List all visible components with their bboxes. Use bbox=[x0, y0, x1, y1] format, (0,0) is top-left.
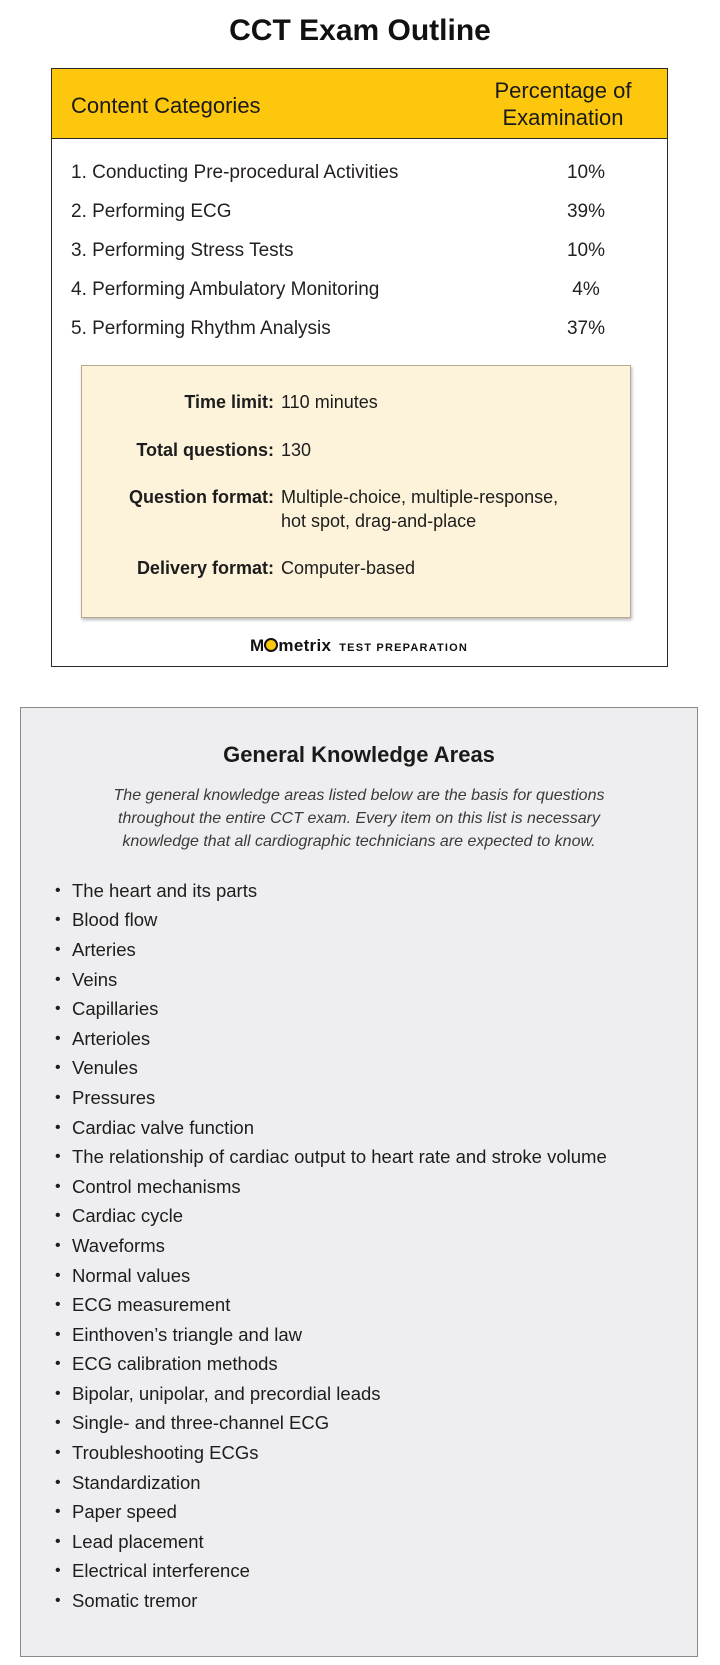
list-item-label: Venules bbox=[72, 1057, 138, 1079]
knowledge-title: General Knowledge Areas bbox=[223, 742, 495, 767]
list-item-label: Blood flow bbox=[72, 909, 158, 931]
list-item bbox=[55, 1497, 685, 1527]
list-item-label: Arterioles bbox=[72, 1027, 151, 1049]
bullet-icon: • bbox=[55, 940, 61, 958]
knowledge-areas-card bbox=[20, 707, 698, 1657]
brand-name-prefix: M bbox=[249, 636, 265, 655]
knowledge-intro-line2: throughout the entire CCT exam. Every item on this list is necessary bbox=[118, 810, 600, 827]
bullet-icon: • bbox=[55, 881, 61, 899]
bullet-icon: • bbox=[55, 1236, 61, 1254]
list-item-label: Single- and three-channel ECG bbox=[72, 1412, 330, 1434]
list-item bbox=[55, 1350, 685, 1380]
bullet-icon: • bbox=[55, 1562, 61, 1580]
list-item bbox=[55, 1142, 685, 1172]
list-item bbox=[55, 935, 685, 965]
delivery-format-value: Computer-based bbox=[281, 558, 416, 578]
bullet-icon: • bbox=[55, 1444, 61, 1462]
bullet-icon: • bbox=[55, 1296, 61, 1314]
category-percent: 4% bbox=[572, 278, 600, 300]
bullet-icon: • bbox=[55, 1118, 61, 1136]
bullet-icon: • bbox=[55, 1532, 61, 1550]
list-item bbox=[55, 965, 685, 995]
category-row bbox=[71, 270, 651, 309]
percentage-header bbox=[483, 77, 643, 131]
category-label: 3. Performing Stress Tests bbox=[71, 239, 294, 261]
category-row bbox=[71, 192, 651, 231]
list-item-label: Waveforms bbox=[72, 1234, 165, 1256]
bullet-icon: • bbox=[55, 1473, 61, 1491]
delivery-format-label: Delivery format: bbox=[136, 558, 274, 578]
category-percent: 10% bbox=[566, 239, 606, 261]
category-percent: 10% bbox=[566, 161, 606, 183]
list-item-label: Cardiac cycle bbox=[72, 1205, 184, 1227]
time-limit-value: 110 minutes bbox=[281, 392, 378, 412]
bullet-icon: • bbox=[55, 1592, 61, 1610]
list-item-label: Veins bbox=[72, 968, 118, 990]
bullet-icon: • bbox=[55, 1325, 61, 1343]
category-percent: 37% bbox=[566, 317, 606, 339]
list-item-label: Troubleshooting ECGs bbox=[72, 1442, 259, 1464]
knowledge-intro-line3: knowledge that all cardiographic technicians are expected to know. bbox=[122, 833, 596, 850]
list-item bbox=[55, 1290, 685, 1320]
question-format-value bbox=[281, 485, 626, 533]
list-item-label: Electrical interference bbox=[72, 1560, 250, 1582]
category-row bbox=[71, 231, 651, 270]
category-label: 1. Conducting Pre-procedural Activities bbox=[71, 161, 399, 183]
list-item-label: ECG calibration methods bbox=[72, 1353, 278, 1375]
list-item bbox=[55, 1320, 685, 1350]
category-label: 5. Performing Rhythm Analysis bbox=[71, 317, 331, 339]
question-format-value-line2: hot spot, drag-and-place bbox=[281, 511, 477, 531]
bullet-icon: • bbox=[55, 1384, 61, 1402]
question-format-value-line1: Multiple-choice, multiple-response, bbox=[281, 487, 559, 507]
list-item-label: Lead placement bbox=[72, 1530, 204, 1552]
list-item bbox=[55, 1113, 685, 1143]
bullet-icon: • bbox=[55, 911, 61, 929]
content-categories-header: Content Categories bbox=[71, 92, 261, 118]
list-item-label: Bipolar, unipolar, and precordial leads bbox=[72, 1382, 381, 1404]
list-item-label: The relationship of cardiac output to heart rate and stroke volume bbox=[72, 1146, 607, 1168]
category-percent: 39% bbox=[566, 200, 606, 222]
list-item-label: Somatic tremor bbox=[72, 1590, 198, 1612]
brand-name bbox=[250, 636, 331, 656]
question-format-label: Question format: bbox=[128, 487, 274, 507]
list-item-label: Pressures bbox=[72, 1086, 156, 1108]
bullet-icon: • bbox=[55, 1088, 61, 1106]
list-item bbox=[55, 906, 685, 936]
list-item bbox=[55, 1024, 685, 1054]
list-item bbox=[55, 1231, 685, 1261]
total-questions-label: Total questions: bbox=[136, 440, 274, 460]
list-item bbox=[55, 1054, 685, 1084]
list-item bbox=[55, 1261, 685, 1291]
category-label: 4. Performing Ambulatory Monitoring bbox=[71, 278, 380, 300]
exam-outline-card bbox=[51, 68, 668, 667]
list-item-label: Einthoven’s triangle and law bbox=[72, 1323, 303, 1345]
category-label: 2. Performing ECG bbox=[71, 200, 232, 222]
brand-name-suffix: metrix bbox=[278, 636, 332, 655]
bullet-icon: • bbox=[55, 1148, 61, 1166]
mometrix-logo bbox=[52, 636, 666, 656]
list-item bbox=[55, 1202, 685, 1232]
list-item bbox=[55, 876, 685, 906]
bullet-icon: • bbox=[55, 1059, 61, 1077]
category-list bbox=[71, 153, 651, 348]
total-questions-value: 130 bbox=[281, 440, 312, 460]
time-limit-label: Time limit: bbox=[184, 392, 274, 412]
category-row bbox=[71, 153, 651, 192]
bullet-icon: • bbox=[55, 1503, 61, 1521]
list-item-label: Capillaries bbox=[72, 998, 159, 1020]
category-row bbox=[71, 309, 651, 348]
list-item bbox=[55, 1409, 685, 1439]
bullet-icon: • bbox=[55, 1207, 61, 1225]
list-item-label: Arteries bbox=[72, 938, 136, 960]
exam-details-box bbox=[81, 365, 631, 618]
bullet-icon: • bbox=[55, 1177, 61, 1195]
list-item bbox=[55, 1172, 685, 1202]
list-item bbox=[55, 1586, 685, 1616]
list-item bbox=[55, 1527, 685, 1557]
bullet-icon: • bbox=[55, 1000, 61, 1018]
list-item bbox=[55, 1468, 685, 1498]
bullet-icon: • bbox=[55, 1414, 61, 1432]
knowledge-intro bbox=[81, 784, 637, 853]
list-item-label: The heart and its parts bbox=[72, 879, 258, 901]
logo-o-icon bbox=[264, 638, 278, 652]
list-item bbox=[55, 1379, 685, 1409]
bullet-icon: • bbox=[55, 1266, 61, 1284]
list-item-label: Paper speed bbox=[72, 1501, 177, 1523]
bullet-icon: • bbox=[55, 970, 61, 988]
list-item bbox=[55, 1083, 685, 1113]
list-item bbox=[55, 1557, 685, 1587]
knowledge-intro-line1: The general knowledge areas listed below are the basis for questions bbox=[113, 787, 605, 804]
bullet-icon: • bbox=[55, 1029, 61, 1047]
outline-table-header bbox=[52, 69, 667, 139]
list-item-label: ECG measurement bbox=[72, 1294, 231, 1316]
list-item-label: Control mechanisms bbox=[72, 1175, 241, 1197]
list-item-label: Standardization bbox=[72, 1471, 201, 1493]
percentage-header-line1: Percentage of bbox=[494, 77, 632, 103]
page-title: CCT Exam Outline bbox=[229, 14, 491, 47]
list-item-label: Normal values bbox=[72, 1264, 191, 1286]
percentage-header-line2: Examination bbox=[502, 104, 624, 130]
list-item bbox=[55, 1438, 685, 1468]
list-item-label: Cardiac valve function bbox=[72, 1116, 255, 1138]
brand-tagline: TEST PREPARATION bbox=[339, 642, 469, 654]
list-item bbox=[55, 994, 685, 1024]
knowledge-list bbox=[55, 876, 685, 1616]
bullet-icon: • bbox=[55, 1355, 61, 1373]
